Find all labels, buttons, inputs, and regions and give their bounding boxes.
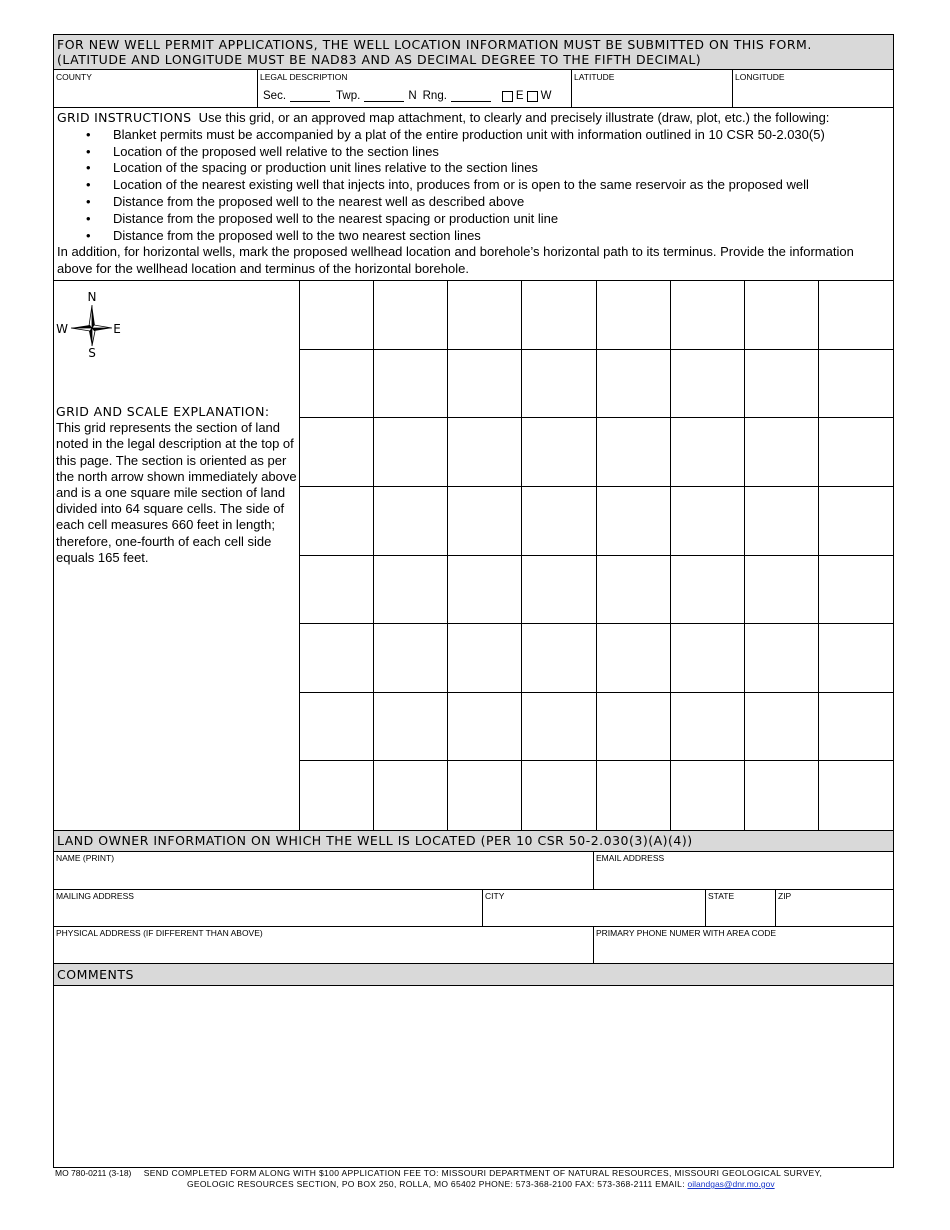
mailing-address-label: MAILING ADDRESS	[56, 891, 134, 901]
footer-address-text: GEOLOGIC RESOURCES SECTION, PO BOX 250, ROLLA, MO 65402 PHONE: 573-368-2100 FAX: 573-368-2111 EMAIL:	[187, 1179, 685, 1189]
instructions-heading: GRID INSTRUCTIONS	[57, 110, 192, 125]
comments-heading: COMMENTS	[53, 964, 894, 986]
compass-e: E	[113, 322, 121, 336]
grid-cell[interactable]	[597, 487, 671, 556]
grid-cell[interactable]	[374, 624, 448, 693]
twp-input[interactable]	[364, 90, 404, 102]
land-owner-heading: LAND OWNER INFORMATION ON WHICH THE WELL IS LOCATED (PER 10 CSR 50-2.030(3)(A)(4))	[53, 831, 894, 852]
grid-cell[interactable]	[671, 418, 745, 487]
form-id: MO 780-0211 (3-18)	[55, 1168, 132, 1178]
list-item: • Location of the proposed well relative to the section lines	[57, 144, 890, 161]
phone-label: PRIMARY PHONE NUMER WITH AREA CODE	[596, 928, 777, 938]
legal-description-label: LEGAL DESCRIPTION	[260, 72, 348, 82]
owner-email-field[interactable]	[594, 852, 893, 889]
zip-field[interactable]	[776, 890, 893, 926]
land-owner-row-1	[53, 852, 894, 890]
grid-cell[interactable]	[300, 281, 374, 350]
w-label: W	[540, 90, 552, 102]
e-label: E	[515, 90, 524, 102]
rng-input[interactable]	[451, 90, 491, 102]
grid-cell[interactable]	[671, 556, 745, 625]
grid-cell[interactable]	[745, 761, 819, 830]
list-item: • Location of the nearest existing well that injects into, produces from or is open to the same reservoir as the proposed well	[57, 177, 890, 194]
compass-icon	[56, 289, 126, 359]
grid-cell[interactable]	[300, 693, 374, 762]
list-item: • Distance from the proposed well to the nearest well as described above	[57, 194, 890, 211]
grid-cell[interactable]	[522, 624, 596, 693]
city-label: CITY	[485, 891, 505, 901]
longitude-field[interactable]	[733, 70, 893, 107]
state-field[interactable]	[706, 890, 776, 926]
grid-cell[interactable]	[522, 281, 596, 350]
grid-cell[interactable]	[448, 418, 522, 487]
grid-explanation	[56, 404, 299, 566]
instructions-lead: Use this grid, or an approved map attachment, to clearly and precisely illustrate (draw, plot, etc.) the following:	[198, 110, 830, 125]
list-item: • Distance from the proposed well to the nearest spacing or production unit line	[57, 211, 890, 228]
grid-cell[interactable]	[448, 350, 522, 419]
n-label: N	[408, 90, 417, 102]
twp-label: Twp.	[336, 90, 361, 102]
grid-cell[interactable]	[522, 761, 596, 830]
grid-cell[interactable]	[448, 281, 522, 350]
grid-cell[interactable]	[522, 350, 596, 419]
grid-cell[interactable]	[819, 693, 893, 762]
grid-cell[interactable]	[522, 693, 596, 762]
header-line-1: FOR NEW WELL PERMIT APPLICATIONS, THE WELL LOCATION INFORMATION MUST BE SUBMITTED ON THIS FORM.	[57, 37, 812, 52]
location-row	[53, 70, 894, 108]
grid-cell[interactable]	[671, 624, 745, 693]
grid-cell[interactable]	[745, 350, 819, 419]
grid-cell[interactable]	[745, 556, 819, 625]
footer-line-1	[55, 1168, 895, 1179]
grid-cell[interactable]	[819, 624, 893, 693]
grid-cell[interactable]	[671, 350, 745, 419]
grid-cell[interactable]	[522, 487, 596, 556]
owner-name-field[interactable]	[54, 852, 594, 889]
west-checkbox[interactable]	[527, 91, 538, 102]
mailing-address-field[interactable]	[54, 890, 483, 926]
comments-field[interactable]	[53, 986, 894, 1168]
grid-cell[interactable]	[819, 350, 893, 419]
grid-cell[interactable]	[300, 556, 374, 625]
grid-cell[interactable]	[522, 418, 596, 487]
county-field[interactable]	[54, 70, 258, 107]
grid-explanation-body: This grid represents the section of land noted in the legal description at the top of this page. The section is oriented as per the north arrow shown immediately above and is a one square mile section of land divided into 64 square cells. The side of each cell measures 660 feet in length; therefore, one-fourth of each cell side equals 165 feet.	[56, 420, 297, 565]
section-grid[interactable]	[300, 281, 893, 830]
grid-cell[interactable]	[819, 487, 893, 556]
grid-cell[interactable]	[819, 556, 893, 625]
instructions-addition: In addition, for horizontal wells, mark the proposed wellhead location and borehole’s horizontal path to its terminus. Provide the information above for the wellhead location and terminus of the horizontal borehole.	[57, 244, 854, 277]
latitude-label: LATITUDE	[574, 72, 615, 82]
sec-input[interactable]	[290, 90, 330, 102]
phone-field[interactable]	[594, 927, 893, 963]
compass-w: W	[56, 322, 68, 336]
form-footer	[55, 1168, 895, 1190]
list-item: • Location of the spacing or production unit lines relative to the section lines	[57, 160, 890, 177]
grid-explanation-heading: GRID AND SCALE EXPLANATION:	[56, 404, 270, 419]
grid-cell[interactable]	[745, 624, 819, 693]
footer-line-2	[55, 1179, 895, 1190]
county-label: COUNTY	[56, 72, 92, 82]
east-checkbox[interactable]	[502, 91, 513, 102]
grid-cell[interactable]	[597, 281, 671, 350]
land-owner-row-2	[53, 890, 894, 927]
grid-cell[interactable]	[745, 693, 819, 762]
grid-cell[interactable]	[597, 693, 671, 762]
grid-cell[interactable]	[597, 350, 671, 419]
grid-cell[interactable]	[597, 624, 671, 693]
grid-cell[interactable]	[448, 693, 522, 762]
grid-cell[interactable]	[300, 418, 374, 487]
grid-cell[interactable]	[300, 761, 374, 830]
compass-n: N	[87, 290, 97, 304]
footer-email-link[interactable]: oilandgas@dnr.mo.gov	[687, 1179, 775, 1189]
grid-cell[interactable]	[374, 350, 448, 419]
grid-cell[interactable]	[448, 487, 522, 556]
list-item: • Distance from the proposed well to the two nearest section lines	[57, 228, 890, 245]
grid-cell[interactable]	[671, 487, 745, 556]
grid-cell[interactable]	[819, 761, 893, 830]
header-line-2: (LATITUDE AND LONGITUDE MUST BE NAD83 AND AS DECIMAL DEGREE TO THE FIFTH DECIMAL)	[57, 52, 702, 67]
grid-section	[53, 281, 894, 831]
owner-name-label: NAME (PRINT)	[56, 853, 115, 863]
well-location-form	[53, 34, 894, 1168]
form-header	[53, 34, 894, 70]
grid-cell[interactable]	[300, 624, 374, 693]
grid-cell[interactable]	[671, 281, 745, 350]
footer-send-text: SEND COMPLETED FORM ALONG WITH $100 APPLICATION FEE TO: MISSOURI DEPARTMENT OF NATURAL RESOURCES, MISSOURI GEOLOGICAL SURVEY,	[143, 1168, 823, 1178]
grid-cell[interactable]	[448, 624, 522, 693]
zip-label: ZIP	[778, 891, 792, 901]
grid-cell[interactable]	[374, 487, 448, 556]
state-label: STATE	[708, 891, 735, 901]
owner-email-label: EMAIL ADDRESS	[596, 853, 665, 863]
grid-cell[interactable]	[597, 556, 671, 625]
rng-label: Rng.	[422, 90, 447, 102]
grid-cell[interactable]	[671, 761, 745, 830]
grid-cell[interactable]	[448, 761, 522, 830]
grid-cell[interactable]	[300, 350, 374, 419]
legal-description-inputs	[263, 90, 551, 102]
grid-cell[interactable]	[374, 556, 448, 625]
longitude-label: LONGITUDE	[735, 72, 785, 82]
land-owner-row-3	[53, 927, 894, 964]
instructions-lead-line	[57, 110, 890, 127]
list-item: • Blanket permits must be accompanied by a plat of the entire production unit with information outlined in 10 CSR 50-2.030(5)	[57, 127, 890, 144]
grid-cell[interactable]	[671, 693, 745, 762]
grid-legend	[54, 281, 300, 830]
grid-cell[interactable]	[819, 281, 893, 350]
physical-address-field[interactable]	[54, 927, 594, 963]
grid-cell[interactable]	[374, 418, 448, 487]
sec-label: Sec.	[263, 90, 287, 102]
grid-cell[interactable]	[597, 761, 671, 830]
grid-cell[interactable]	[745, 281, 819, 350]
grid-cell[interactable]	[374, 693, 448, 762]
grid-cell[interactable]	[745, 487, 819, 556]
grid-cell[interactable]	[819, 418, 893, 487]
grid-cell[interactable]	[374, 281, 448, 350]
physical-address-label: PHYSICAL ADDRESS (IF DIFFERENT THAN ABOVE)	[56, 928, 263, 938]
latitude-field[interactable]	[572, 70, 733, 107]
grid-cell[interactable]	[597, 418, 671, 487]
grid-cell[interactable]	[448, 556, 522, 625]
compass-s: S	[88, 346, 96, 359]
city-field[interactable]	[483, 890, 706, 926]
grid-cell[interactable]	[374, 761, 448, 830]
legal-description-field	[258, 70, 572, 107]
grid-instructions	[53, 108, 894, 281]
grid-cell[interactable]	[745, 418, 819, 487]
instructions-list	[57, 127, 890, 245]
grid-cell[interactable]	[300, 487, 374, 556]
grid-cell[interactable]	[522, 556, 596, 625]
